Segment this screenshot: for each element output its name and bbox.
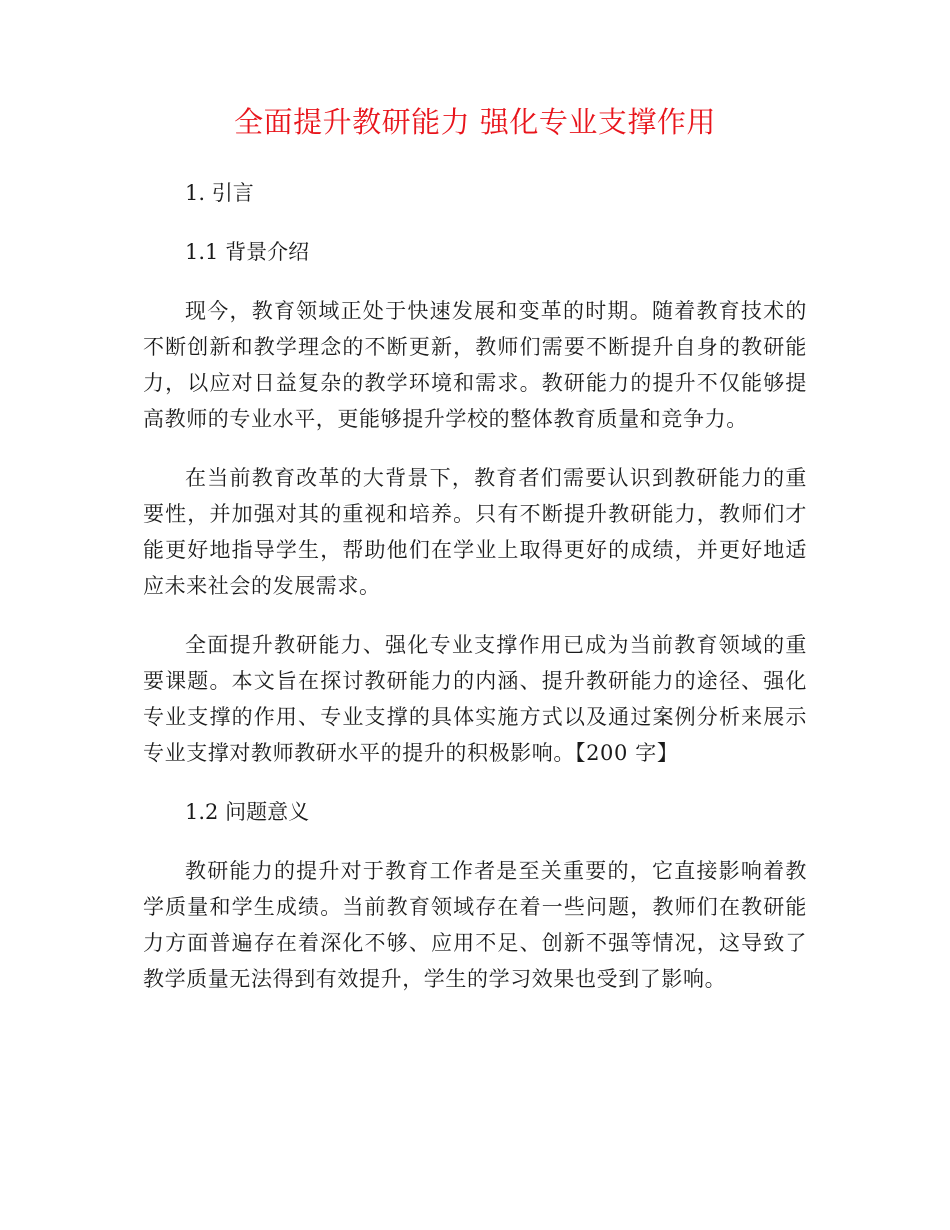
section-heading-intro: 1. 引言: [185, 181, 254, 205]
document-body: [143, 175, 807, 1020]
paragraph-significance-1: 教研能力的提升对于教育工作者是至关重要的，它直接影响着教学质量和学生成绩。当前教育领域存在着一些问题，教师们在教研能力方面普遍存在着深化不够、应用不足、创新不强等情况，这导致了教学质量无法得到有效提升，学生的学习效果也受到了影响。: [143, 859, 807, 991]
paragraph-background-2: 在当前教育改革的大背景下，教育者们需要认识到教研能力的重要性，并加强对其的重视和培养。只有不断提升教研能力，教师们才能更好地指导学生，帮助他们在学业上取得更好的成绩，并更好地适应未来社会的发展需求。: [143, 466, 807, 598]
paragraph-background-1: 现今，教育领域正处于快速发展和变革的时期。随着教育技术的不断创新和教学理念的不断更新，教师们需要不断提升自身的教研能力，以应对日益复杂的教学环境和需求。教研能力的提升不仅能够提高教师的专业水平，更能够提升学校的整体教育质量和竞争力。: [143, 299, 807, 431]
document-title: 全面提升教研能力 强化专业支撑作用: [234, 105, 716, 139]
section-heading-background: 1.1 背景介绍: [185, 240, 310, 264]
section-heading-significance: 1.2 问题意义: [185, 800, 310, 824]
paragraph-background-3: 全面提升教研能力、强化专业支撑作用已成为当前教育领域的重要课题。本文旨在探讨教研能力的内涵、提升教研能力的途径、强化专业支撑的作用、专业支撑的具体实施方式以及通过案例分析来展示专业支撑对教师教研水平的提升的积极影响。【200 字】: [143, 633, 807, 765]
